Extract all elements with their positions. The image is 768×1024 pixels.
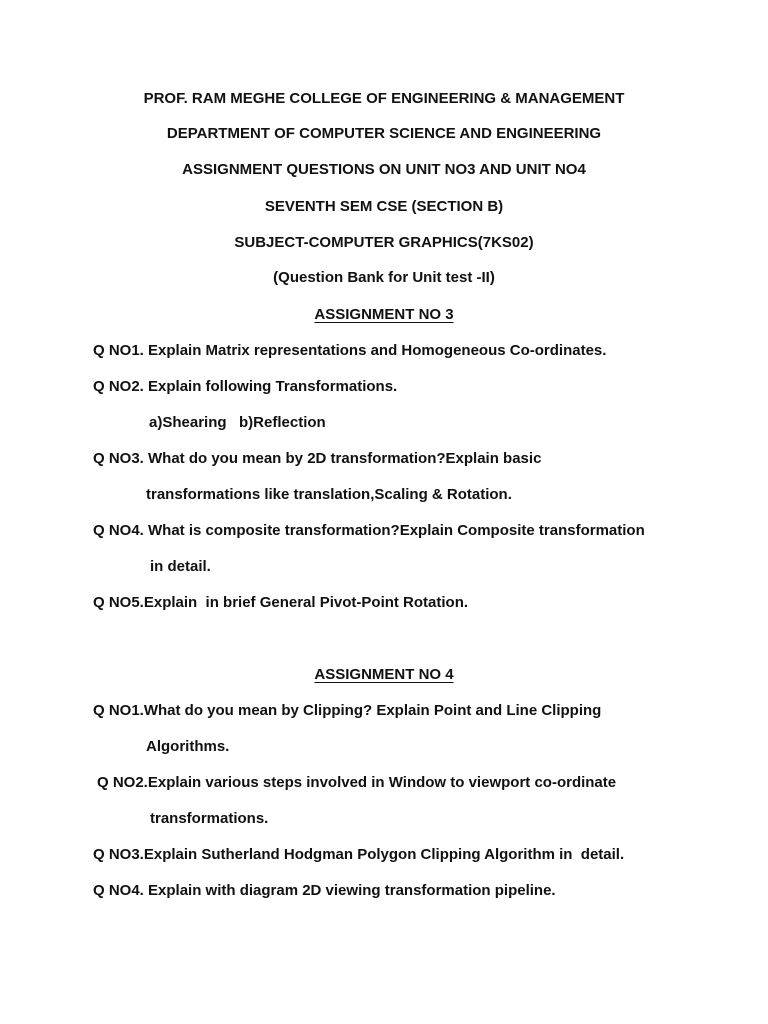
a3-question-3-cont: transformations like translation,Scaling & Rotation. (146, 486, 512, 503)
a3-question-2-subparts: a)Shearing b)Reflection (149, 414, 326, 431)
a3-question-4-cont: in detail. (150, 558, 211, 575)
a3-question-4: Q NO4. What is composite transformation?Explain Composite transformation (93, 522, 645, 539)
assignment3-heading: ASSIGNMENT NO 3 (314, 306, 454, 323)
a4-question-1: Q NO1.What do you mean by Clipping? Explain Point and Line Clipping (93, 702, 602, 719)
college-name: PROF. RAM MEGHE COLLEGE OF ENGINEERING & MANAGEMENT (143, 90, 625, 107)
a4-question-1-cont: Algorithms. (146, 738, 230, 755)
assignment-title: ASSIGNMENT QUESTIONS ON UNIT NO3 AND UNIT NO4 (182, 161, 586, 178)
a4-question-2: Q NO2.Explain various steps involved in Window to viewport co-ordinate (97, 774, 617, 791)
a3-question-3: Q NO3. What do you mean by 2D transformation?Explain basic (93, 450, 542, 467)
department-name: DEPARTMENT OF COMPUTER SCIENCE AND ENGINEERING (166, 125, 602, 142)
question-bank-line: (Question Bank for Unit test -II) (273, 269, 495, 286)
a3-question-2: Q NO2. Explain following Transformations. (93, 378, 398, 395)
a4-question-2-cont: transformations. (150, 810, 269, 827)
a4-question-3: Q NO3.Explain Sutherland Hodgman Polygon Clipping Algorithm in detail. (93, 846, 625, 863)
assignment4-heading: ASSIGNMENT NO 4 (314, 666, 454, 683)
a3-question-5: Q NO5.Explain in brief General Pivot-Point Rotation. (93, 594, 469, 611)
subject-line: SUBJECT-COMPUTER GRAPHICS(7KS02) (234, 234, 534, 251)
a4-question-4: Q NO4. Explain with diagram 2D viewing transformation pipeline. (93, 882, 556, 899)
a3-question-1: Q NO1. Explain Matrix representations and Homogeneous Co-ordinates. (93, 342, 607, 359)
semester-line: SEVENTH SEM CSE (SECTION B) (264, 198, 504, 215)
